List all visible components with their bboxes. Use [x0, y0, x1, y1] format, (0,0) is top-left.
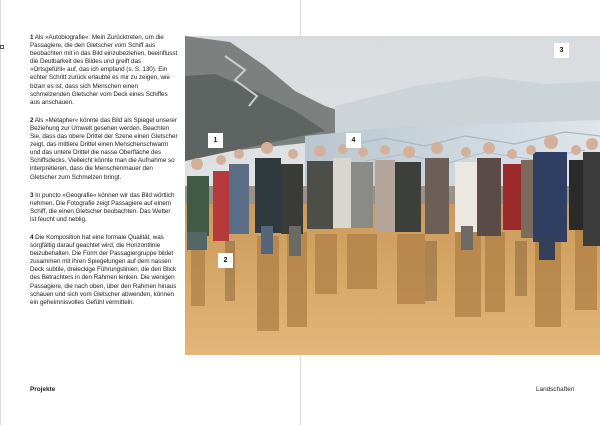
caption-paragraph-1 — [30, 34, 178, 107]
crop-mark — [0, 45, 4, 49]
photo-marker-1: 1 — [208, 133, 223, 148]
photo-marker-4: 4 — [346, 133, 361, 148]
caption-paragraph-4 — [30, 234, 178, 307]
paragraph-text: In puncto »Geografie« können wir das Bild wörtlich nehmen. Die Fotografie zeigt Passagiere auf einem Schiff, die einen Gletscher beobachten. Das Wetter ist feucht und neblig. — [30, 191, 175, 223]
photo-marker-2: 2 — [218, 253, 233, 268]
page-edge-left — [0, 0, 1, 425]
caption-text-column — [30, 34, 178, 317]
paragraph-text: Als »Metapher« könnte das Bild als Spiegel unserer Beziehung zur Umwelt gesehen werden. Beachten Sie, dass das obere Drittel der Szene einen Gletscher zeigt, das mittlere Drittel einen Menschenschwarm und das untere Drittel die nasse Oberfläche des Schiffsdecks. Vielleicht könnte man die Aufnahme so interpretieren, dass die Menschenmauer den Gletscher zum Schmelzen bringt. — [30, 116, 178, 181]
caption-paragraph-3 — [30, 192, 178, 224]
paragraph-text: Die Komposition hat eine formale Qualität, was sorgfältig darauf geachtet wird, die Horizontlinie beizubehalten. Die Form der Passagiergruppe bildet zusammen mit ihren Spiegelungen auf dem nassen Deck subtile, dreieckige Führungslinien, die den Blick des Betrachters in den Rahmen lenken. Die wenigen Passagiere, die nach oben, über den Rahmen hinaus schauen und sich vom Gletscher abwenden, können ein geheimnisvolles Gefühl vermitteln. — [30, 233, 177, 306]
paragraph-number: 3 — [30, 191, 34, 199]
paragraph-number: 4 — [30, 233, 34, 241]
caption-paragraph-2 — [30, 117, 178, 182]
glacier-ship-deck-photo — [185, 36, 600, 355]
footer-section-right: Landschaften — [536, 386, 575, 393]
paragraph-text: Als »Autobiografie«: Mein Zurücktreten, um die Passagiere, die den Gletscher vom Schiff aus beobachten mit in das Bild einzubeziehen, beeinflusst die Deutbarkeit des Bildes und greift das »Ortsgefühl« auf, das ich empfand (s. S. 130). Ein echter Schritt zurück erlaubte es mir zu zeigen, wie bizarr es ist, dass sich Menschen einen schmelzenden Gletscher vom Deck eines Schiffes aus anschauen. — [30, 34, 178, 106]
paragraph-number: 2 — [30, 116, 34, 124]
photo-marker-3: 3 — [554, 43, 569, 58]
footer-section-left: Projekte — [30, 386, 56, 393]
paragraph-number: 1 — [30, 34, 34, 41]
